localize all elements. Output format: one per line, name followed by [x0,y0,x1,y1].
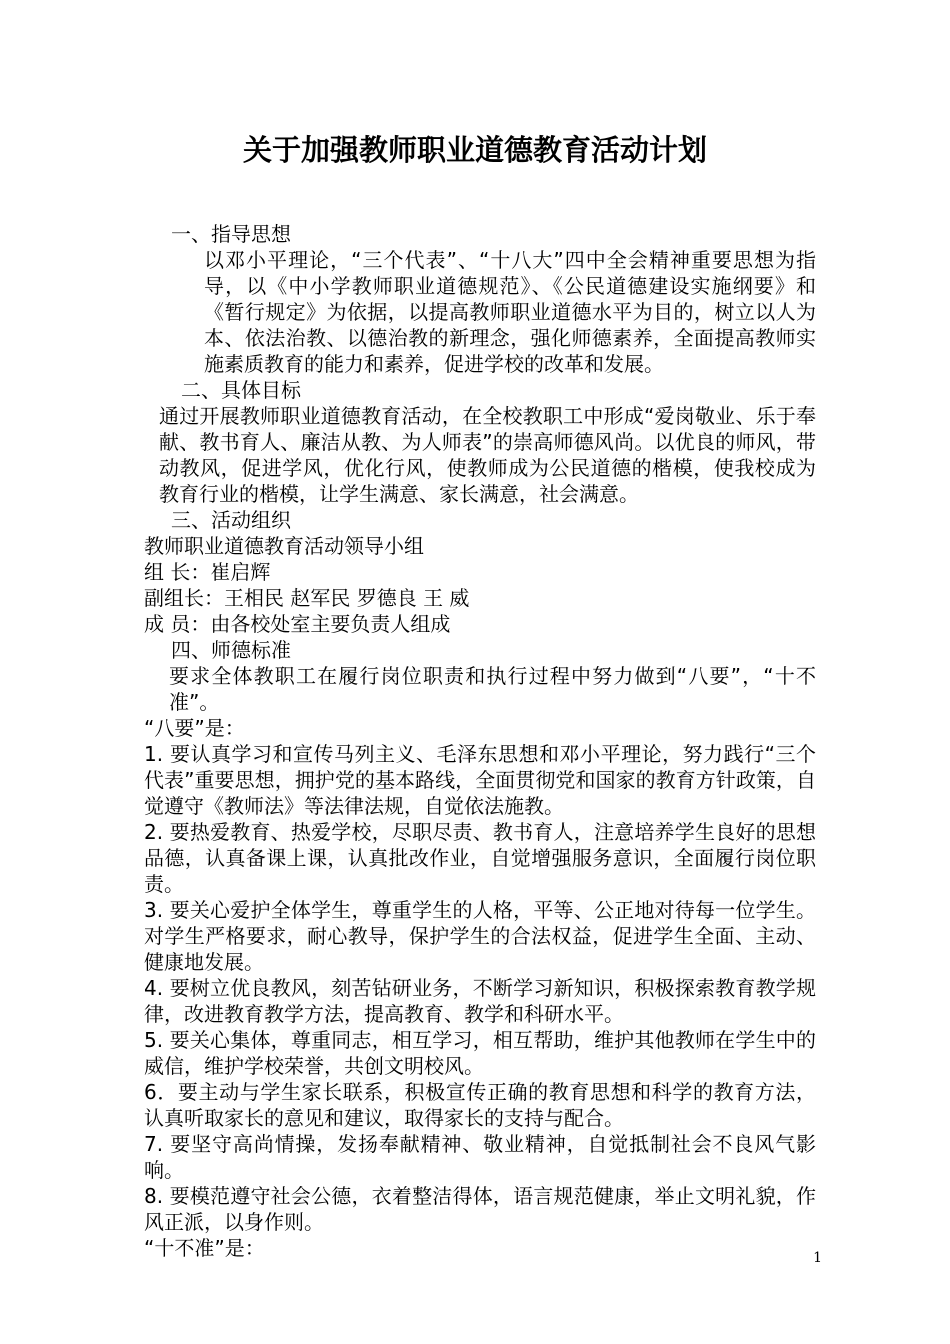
paragraph-deputy-leaders: 副组长：王相民 赵军民 罗德良 王 威 [144,586,470,610]
paragraph-ten-prohibitions-heading: “十不准”是： [144,1236,265,1260]
document-body [144,221,816,1261]
paragraph-leading-group: 教师职业道德教育活动领导小组 [144,534,424,558]
list-item-must-5: 5. 要关心集体，尊重同志，相互学习，相互帮助，维护其他教师在学生中的威信，维护学校荣誉，共创文明校风。 [144,1028,816,1078]
section-heading-ethics-standards: 四、师德标准 [171,638,291,662]
list-item-must-2: 2. 要热爱教育、热爱学校，尽职尽责、教书育人，注意培养学生良好的思想品德，认真备课上课，认真批改作业，自觉增强服务意识，全面履行岗位职责。 [144,820,816,896]
list-item-must-4: 4. 要树立优良教风，刻苦钻研业务，不断学习新知识，积极探索教育教学规律，改进教育教学方法，提高教育、教学和科研水平。 [144,976,816,1026]
paragraph-specific-goals: 通过开展教师职业道德教育活动，在全校教职工中形成“爱岗敬业、乐于奉献、教书育人、廉洁从教、为人师表”的崇高师德风尚。以优良的师风，带动教风，促进学风，优化行风，使教师成为公民道德的楷模，使我校成为教育行业的楷模，让学生满意、家长满意，社会满意。 [159,404,816,506]
section-heading-activity-organization: 三、活动组织 [171,508,291,532]
paragraph-members: 成 员：由各校处室主要负责人组成 [144,612,451,636]
paragraph-group-leader: 组 长：崔启辉 [144,560,271,584]
list-item-must-1: 1. 要认真学习和宣传马列主义、毛泽东思想和邓小平理论，努力践行“三个代表”重要思想，拥护党的基本路线，全面贯彻党和国家的教育方针政策，自觉遵守《教师法》等法律法规，自觉依法施教。 [144,742,816,818]
list-item-must-3: 3. 要关心爱护全体学生，尊重学生的人格，平等、公正地对待每一位学生。对学生严格要求，耐心教导，保护学生的合法权益，促进学生全面、主动、健康地发展。 [144,898,816,974]
paragraph-requirements: 要求全体教职工在履行岗位职责和执行过程中努力做到“八要”，“十不准”。 [169,664,816,714]
list-item-must-6: 6．要主动与学生家长联系，积极宣传正确的教育思想和科学的教育方法，认真听取家长的意见和建议，取得家长的支持与配合。 [144,1080,816,1130]
section-heading-guiding-ideology: 一、指导思想 [171,222,291,246]
page-number: 1 [813,1250,822,1266]
list-item-must-7: 7. 要坚守高尚情操，发扬奉献精神、敬业精神，自觉抵制社会不良风气影响。 [144,1132,816,1182]
paragraph-eight-musts-heading: “八要”是： [144,716,245,740]
paragraph-guiding-ideology: 以邓小平理论，“三个代表”、“十八大”四中全会精神重要思想为指导，以《中小学教师职业道德规范》、《公民道德建设实施纲要》和《暂行规定》为依据，以提高教师职业道德水平为目的，树立以人为本、依法治教、以德治教的新理念，强化师德素养，全面提高教师实施素质教育的能力和素养，促进学校的改革和发展。 [204,248,816,376]
list-item-must-8: 8. 要模范遵守社会公德，衣着整洁得体，语言规范健康，举止文明礼貌，作风正派，以身作则。 [144,1184,816,1234]
section-heading-specific-goals: 二、具体目标 [181,378,301,402]
document-title: 关于加强教师职业道德教育活动计划 [242,133,707,167]
